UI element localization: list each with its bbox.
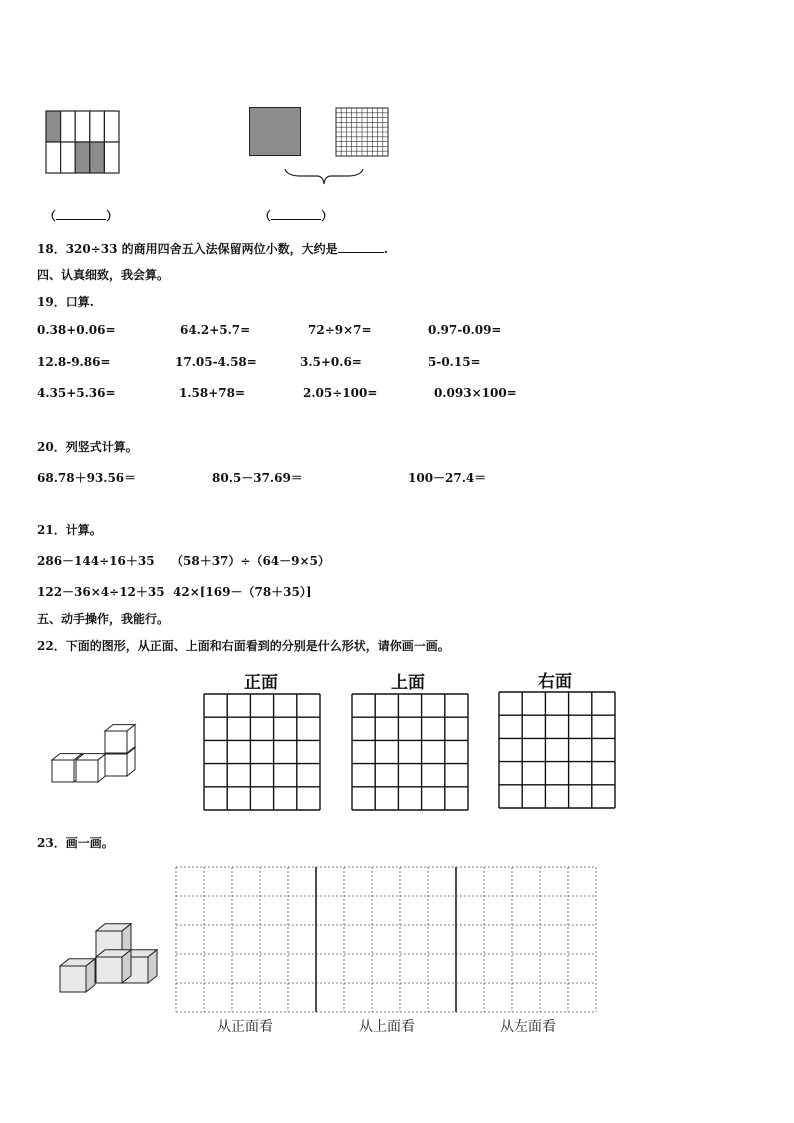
q19-r3c2: 1.58+78= — [179, 386, 246, 400]
open-paren: （ — [44, 209, 57, 223]
q20-item-3: 100－27.4＝ — [408, 471, 487, 485]
question-22-title: 22．下面的图形，从正面、上面和右面看到的分别是什么形状，请你画一画。 — [37, 639, 450, 653]
answer-blank-left[interactable] — [44, 207, 118, 224]
open-paren: （ — [259, 209, 272, 223]
section-4-heading: 四、认真细致，我会算。 — [37, 268, 170, 282]
q21-r1c2: （58＋37）÷（64－9×5） — [171, 554, 330, 568]
fraction-grid-figure — [45, 110, 120, 174]
q19-r3c4: 0.093×100= — [434, 386, 517, 400]
cube-front — [105, 754, 127, 776]
answer-blank[interactable] — [338, 240, 384, 253]
close-paren: ） — [321, 209, 334, 223]
fraction-cell — [46, 142, 61, 173]
q19-r1c1: 0.38+0.06= — [37, 323, 116, 337]
q19-r2c2: 17.05-4.58= — [175, 355, 257, 369]
cube-front — [52, 760, 74, 782]
question-18-tail: . — [383, 242, 388, 256]
q19-r1c3: 72÷9×7= — [308, 323, 372, 337]
question-19-title: 19．口算. — [37, 295, 94, 309]
brace-figure — [283, 166, 365, 188]
q22-view-front-label: 正面 — [244, 673, 278, 693]
q19-r2c3: 3.5+0.6= — [300, 355, 362, 369]
fraction-cell — [46, 111, 61, 142]
q19-r3c3: 2.05÷100= — [303, 386, 378, 400]
fraction-cell — [75, 142, 90, 173]
q19-r1c4: 0.97-0.09= — [428, 323, 502, 337]
q23-view-front-label: 从正面看 — [217, 1019, 273, 1035]
q23-drawing-grid[interactable] — [175, 866, 600, 1016]
q23-view-left-label: 从左面看 — [500, 1019, 556, 1035]
fraction-cell — [104, 142, 119, 173]
q19-r2c1: 12.8-9.86= — [37, 355, 111, 369]
fraction-cell — [90, 111, 105, 142]
q19-r1c2: 64.2+5.7= — [180, 323, 251, 337]
question-20-title: 20．列竖式计算。 — [37, 440, 138, 454]
fraction-cell — [104, 111, 119, 142]
blank-line — [271, 207, 321, 220]
question-18-text: 18．320÷33 的商用四舍五入法保留两位小数，大约是 — [37, 242, 338, 256]
q21-r2c2: 42×[169－（78＋35）] — [173, 585, 312, 599]
q21-r2c1: 122－36×4÷12＋35 — [37, 585, 165, 599]
q20-item-2: 80.5－37.69＝ — [212, 471, 303, 485]
fraction-cell — [75, 111, 90, 142]
answer-blank-right[interactable] — [259, 207, 333, 224]
cube-front — [105, 731, 127, 753]
cube-front — [96, 957, 122, 983]
fraction-cell — [90, 142, 105, 173]
q19-r3c1: 4.35+5.36= — [37, 386, 116, 400]
question-21-title: 21．计算。 — [37, 523, 102, 537]
q21-r1c1: 286－144÷16＋35 — [37, 554, 155, 568]
q22-grid-top[interactable] — [351, 693, 471, 813]
cube-front — [60, 966, 86, 992]
q22-grid-right[interactable] — [498, 691, 618, 811]
close-paren: ） — [106, 209, 119, 223]
question-23-title: 23．画一画。 — [37, 836, 114, 850]
blank-line — [56, 207, 106, 220]
q22-grid-front[interactable] — [203, 693, 323, 813]
hundred-grid-figure — [335, 107, 395, 159]
fraction-cell — [61, 142, 76, 173]
q22-view-top-label: 上面 — [391, 673, 425, 693]
q23-cube-figure — [58, 918, 162, 996]
question-18 — [37, 240, 388, 257]
section-5-heading: 五、动手操作，我能行。 — [37, 612, 170, 626]
q19-r2c4: 5-0.15= — [428, 355, 481, 369]
gray-square-figure — [249, 107, 302, 157]
cube-front — [76, 760, 98, 782]
q22-cube-figure — [50, 720, 140, 788]
fraction-cell — [61, 111, 76, 142]
q22-view-right-label: 右面 — [538, 672, 572, 692]
q20-item-1: 68.78＋93.56＝ — [37, 471, 137, 485]
q23-view-top-label: 从上面看 — [359, 1019, 415, 1035]
